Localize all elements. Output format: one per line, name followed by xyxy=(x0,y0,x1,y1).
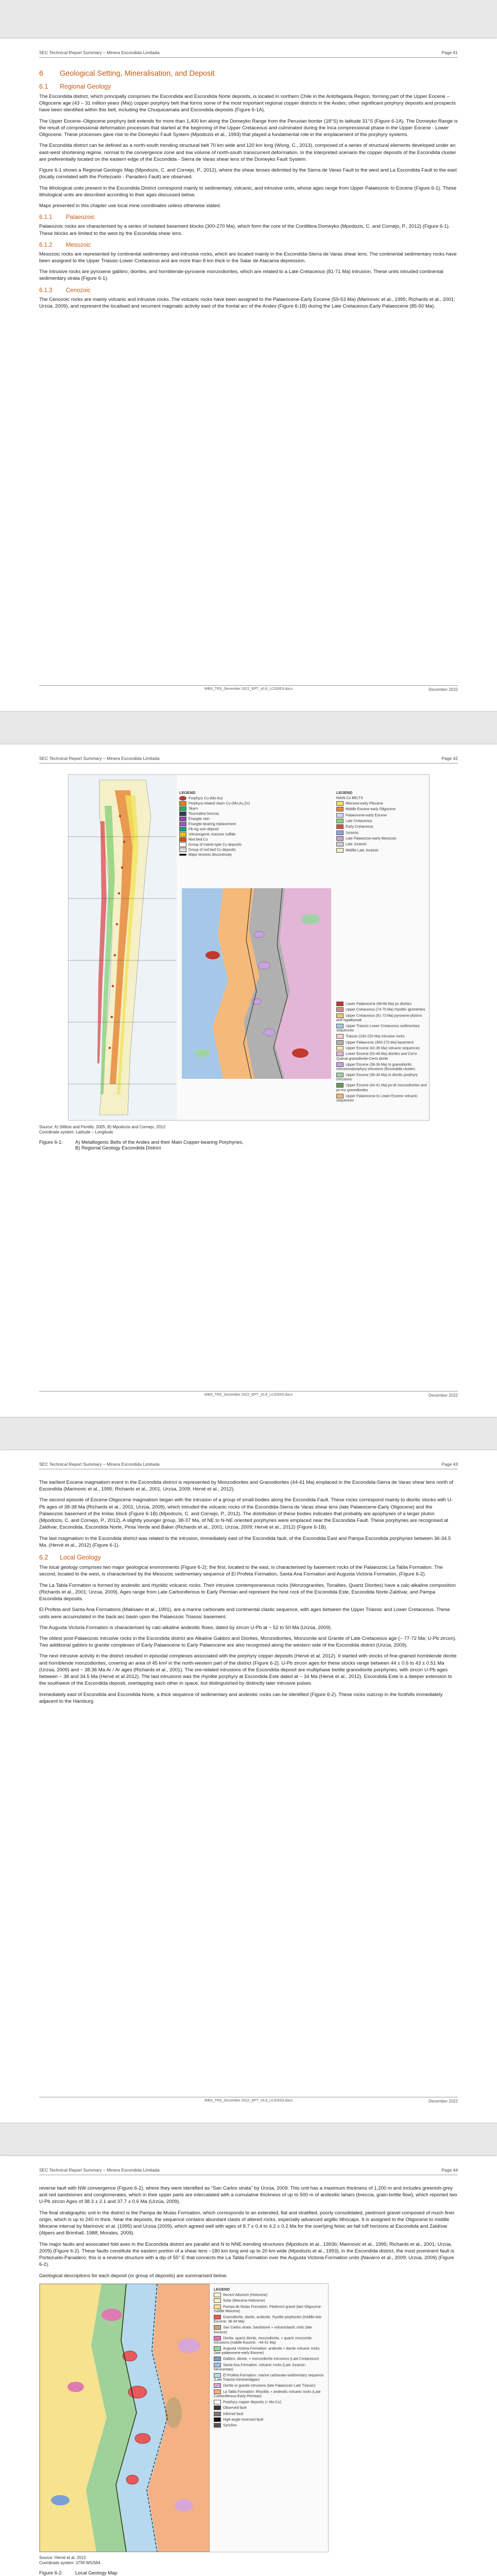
legend-swatch xyxy=(336,1007,344,1012)
legend-label: Late Cretaceous xyxy=(346,819,372,823)
legend-label: El Profeta Formation: marine carbonate-sedimentary sequence (Late Triassic-Kimmeridgian) xyxy=(214,2374,324,2382)
paragraph: The Upper Eocene–Oligocene porphyry belt extends for more than 1,400 km along the Domeyko Range from the Peruvian border (18°S) to latitude 31°S (Figure 6-1A). The Domeyko Range is the result of compressional deformation processes that started at the beginning of the Upper Cretaceous and culminated during the Inca compressional phase in the Upper Eocene - Lower Oligocene. These processes gave rise to the Domeyko Fault System (Mpodozis et al., 1993) that played a fundamental role in the emplacement of the porphyry systems. xyxy=(39,118,458,138)
page-number: Page 42 xyxy=(441,756,458,761)
page-body xyxy=(39,2185,458,2576)
header-title: SEC Technical Report Summary – Minera Escondida Limitada xyxy=(39,1462,160,1467)
legend-label: Inferred fault xyxy=(223,2412,244,2416)
page-footer xyxy=(39,2097,458,2105)
legend-swatch xyxy=(214,2423,221,2428)
report-page-43 xyxy=(0,1450,497,2123)
legend-label: Diorite, quartz diorite, monzodiorite, + quartz monzonite intrusions (middle Eocene; ~44-41 Ma) xyxy=(214,2336,312,2345)
legend-item: Enargite-bearing replacement xyxy=(179,822,262,827)
header-title: SEC Technical Report Summary – Minera Escondida Limitada xyxy=(39,50,160,55)
section-heading-6: 6 Geological Setting, Mineralisation, and Deposit xyxy=(39,70,215,78)
page-number: Page 43 xyxy=(441,1462,458,1467)
legend-item xyxy=(336,848,426,853)
paragraph: Geological descriptions for each deposit (or group of deposits) are summarised below. xyxy=(39,2273,228,2279)
page-number: Page 41 xyxy=(441,50,458,55)
paragraph: The Escondida district can be defined as a north-south trending structural belt 70 km wide and 120 km long (Wong, C., 2013), composed of a series of structural elements developed under an east-west shortening regime, normal to the convergence zone and low volume of north-south transcurrent deformation. In the interpreted scenario the copper deposits of the Escondida cluster are preferentially located on the eastern edge of the Escondida - Sierra de Varas shear lens of the Domeyko Fault System. xyxy=(39,143,456,162)
legend-swatch xyxy=(214,2293,221,2297)
figure-source: Source: Hervé et al, 2012 xyxy=(39,2555,86,2560)
legend-swatch xyxy=(336,819,344,823)
legend-label: Upper Eocene (38-36 Ma) to granodioritic intrusions/porphyry intrusions (Escondida cluster) xyxy=(336,1063,415,1072)
legend-item xyxy=(336,831,426,835)
legend-subtitle: MAIN Cu BELTS xyxy=(336,796,363,800)
paragraph: Figure 6-1 shows a Regional Geologic Map (Mpodozis, C. and Cornejo, P., 2012), where the shear lenses delimited by the Sierra de Varas Fault to the west and La Escondida Fault to the east (locally correlated with the Portezuelo - Panadero Fault) are observed. xyxy=(39,167,457,180)
legend-label: La Tabla Formation: Rhyolitic + andesitic volcanic rocks (Late Carboniferous-Early Permian) xyxy=(214,2389,321,2398)
legend-swatch xyxy=(214,2373,221,2378)
legend-item xyxy=(336,1024,428,1033)
legend-label: Upper Cretaceous (81-73 Ma) pyroxene-plutons and hypabyssal xyxy=(336,1014,422,1023)
paragraph: The La Tabla Formation is formed by andesitic and rhyolitic volcanic rocks. Their intrusive contemporaneous rocks (Monzogranites, Tonalites, Quartz Diorites) have a calc-alkaline composition (Richards et al., 2001; Urzúa, 2009). Ages range from Late Carboniferous to Early Permian and represent the host rock of the Escondida Este, Escondida Norte-Zaldívar, and Pampa Escondida deposits. xyxy=(39,1582,456,1602)
legend-label: Upper Palaeozoic (300-270 Ma) basement xyxy=(346,1041,414,1045)
footer-filename: WBS_TRS_December 2022_EPT_v0.8_LC/03/03.docx xyxy=(204,2099,293,2103)
legend-label: Jurassic xyxy=(346,831,359,835)
legend-item xyxy=(336,836,426,841)
legend-swatch xyxy=(336,848,344,853)
legend-label: Upper Eocene (36-34 Ma) to dioritic porphyry intrusions xyxy=(336,1073,418,1082)
legend-item xyxy=(214,2383,325,2388)
legend-label: Upper Cretaceous (74-70 Ma) rhyolitic ignimbrites xyxy=(346,1008,425,1012)
legend-swatch xyxy=(336,831,344,835)
legend-item: Group of manto-type Cu deposits xyxy=(179,842,262,848)
legend-item xyxy=(336,801,426,806)
page-header xyxy=(39,2167,458,2175)
footer-date: December 2022 xyxy=(429,2099,458,2104)
legend-item xyxy=(214,2346,325,2355)
legend-swatch xyxy=(336,1034,344,1039)
legend-label: Late Jurassic xyxy=(346,842,367,846)
legend-item xyxy=(336,1073,428,1082)
legend-lithology xyxy=(336,1002,428,1104)
paragraph: El Profeta and Santa Ana Formations (Maksaev et al., 1991), are a marine carbonate and continental clastic sequence, with ages between the Upper Triassic and Lower Cretaceous. These units were accumulated in the back-arc basin upon the Palaeozoic Triassic basement. xyxy=(39,1607,450,1620)
legend-item xyxy=(214,2412,325,2416)
figure-caption: Figure 6-1: A) Metallogenic Belts of the Andes and their Main Copper-bearing Porphyries, B) Regional Geology Escondida District xyxy=(39,1139,244,1151)
legend-item xyxy=(214,2363,325,2372)
legend-swatch xyxy=(336,807,344,811)
paragraph: The major faults and associated fold axes in the Escondida district are parallel and N to NNE-trending structures (Mpodozis et al., 1993b; Marinovic et al., 1995; Richards et al., 2001; Urzúa, 2009) (Figure 6-2). These faults constitute the eastern portion of a shear lens ~180 km long and up to 20 km wide (Mpodozis et al., 1993), in the Escondida district, the most prominent fault is Portezuelo-Panadero, this is a reverse structure with a dip of 55° E that connects the La Tabla Formation over the Augusta Victoria Formation units (Navarro et al., 2009; Urzúa, 2009) (Figure 6-2). xyxy=(39,2241,454,2268)
legend-label: Palaeocene-early Eocene xyxy=(346,814,387,818)
legend-label: Middle Eocene-early Oligocene xyxy=(346,807,396,811)
legend-item xyxy=(336,1002,428,1006)
figure-caption: Figure 6-2: Local Geology Map xyxy=(39,2570,117,2576)
legend-label: Granodiorite, dacite, andesite, rhyolite porphyries (middle-late Eocene; 38-34 Ma) xyxy=(214,2315,322,2324)
legend-swatch xyxy=(214,2357,221,2361)
legend-label: Solar (Miocene-Holocene) xyxy=(223,2299,265,2303)
legend-item xyxy=(336,1040,428,1045)
paragraph: The final stratigraphic unit in the district is the Pampa de Mulas Formation, which corresponds to an extended, flat and stratified, poorly consolidated, piedmont gravel composed of much finer origin, which is up to 240 m thick. Near the deposits, the sequence contains abundant clasts of altered rocks, especially advanced argillic lithocaps. It is assigned to the Oligocene to middle Miocene interval by Marinovic et al. (1995) and Urzúa (2009), which agreed well with ages of 8.7 ± 0.4 to 4.2 ± 0.2 Ma for the overlying felsic air-fall tuff horizons at Escondida and Zaldívar (Alpers and Brimhall, 1988; Morales, 2009). xyxy=(39,2210,455,2236)
legend-label: Lower Palaeocene (68-66 Ma) pv diorites xyxy=(346,1002,412,1006)
legend-item: Volcanogenic massive sulfide xyxy=(179,832,262,837)
legend-label: Recent Alluvium (Holocene) xyxy=(223,2293,268,2297)
legend-item xyxy=(214,2293,325,2297)
legend-swatch xyxy=(336,1046,344,1050)
legend-item xyxy=(336,807,426,811)
legend-item: Tourmaline breccia xyxy=(179,811,262,817)
legend-local-geology xyxy=(214,2287,325,2429)
legend-item xyxy=(214,2389,325,2399)
paragraph: The Augusta Victoria Formation is characterised by calc-alkaline andesitic flows, dated by zircon U-Pb at ~ 52 to 50 Ma (Urzúa, 2009). xyxy=(39,1624,332,1631)
paragraph: Palaeozoic rocks are characterised by a series of isolated basement blocks (300-270 Ma), which form the core of the Cordillera Domeyko (Mpodozis, C. and Cornejo, P., 2012) (Figure 6-1). These blocks are limited to the west by the Escondida shear lens. xyxy=(39,224,450,236)
legend-title: LEGEND xyxy=(214,2286,230,2292)
legend-item: Enargite vein xyxy=(179,817,262,822)
paragraph: The oldest post-Palaeozoic intrusive rocks in the Escondida district are Alkaline Gabbro and Diorites, Monzodiorites, Monzonite and Granite of Late Cretaceous age (~ 77-72 Ma; U-Pb zircon). Two additional gabbro to granite complexes of Early Palaeocene to Early Palaeocene are also recognised along the western side of the Escondida district (Urzúa, 2009). xyxy=(39,1635,457,1649)
legend-item: Major tectonic discontinuity xyxy=(179,853,262,858)
legend-swatch xyxy=(214,2412,221,2416)
legend-item xyxy=(214,2315,325,2324)
legend-item xyxy=(336,813,426,818)
paragraph: The last magmatism in the Escondida district was related to the intrusion, immediately east of the Escondida fault, of the Escondida East and Pampa Escondida porphyries between 36-34.5 Ma. (Hervé et al., 2012) (Figure 6-1). xyxy=(39,1535,451,1548)
paragraph: The lithological units present in the Escondida District correspond mainly to sedimentary, volcanic, and intrusive units, whose ages range from Upper Palaeozoic to Eocene (Figure 6-1). These lithological units are described according to their ages discussed below. xyxy=(39,185,457,198)
legend-label: Upper Triassic-Lower Cretaceous sedimentary sequences xyxy=(336,1024,420,1033)
legend-swatch xyxy=(336,813,344,818)
legend-swatch xyxy=(214,2383,221,2388)
report-page-44 xyxy=(0,2156,497,2576)
figure-6-1 xyxy=(68,774,430,1121)
paragraph: The second episode of Eocene-Oligocene magmatism began with the intrusion of a group of small bodies along the Escondida Fault. These rocks correspond mainly to dioritic stocks with U-Pb ages of 38-38 Ma (Richards et al., 2001; Urzúa, 2009), which intruded the volcanic rocks of the Escondida-Sierra de Varas shear lens (late Palaeocene-Early Oligocene) and the Palaeozoic basement of the Imilac block (Figure 6-1B) (Mpodozis, C. and Cornejo, P., 2012). The distribution of these bodies indicates that probably are apophyses of a larger pluton (Mpodozis, C. and Cornejo, P., 2012). A slightly younger group, 38-37 Ma, of NE to N-NE oriented porphyries were emplaced near the Escondida Fault. These porphyries are recognised at Zaldívar, Escondida, Escondida Norte, Pinta Verde and Baker (Richards et al., 2001; Urzúa, 2009; Hervé et al., 2012) (Figure 6-1B). xyxy=(39,1497,453,1531)
legend-deposit-types xyxy=(179,790,262,858)
legend-item xyxy=(336,1007,428,1012)
legend-label: Miocene-early Pliocene xyxy=(346,802,383,806)
section-heading-6-2: 6.2 Local Geology xyxy=(39,1554,101,1562)
legend-item xyxy=(336,824,426,829)
legend-item xyxy=(214,2423,325,2428)
legend-item xyxy=(336,1062,428,1072)
legend-swatch xyxy=(214,2346,221,2351)
page-number: Page 44 xyxy=(441,2167,458,2173)
page-body xyxy=(39,67,458,314)
paragraph: reverse fault with NW convergence (Figure 6-2), where they were identified as "San Carlos strata" by Urzúa, 2009. This unit has a maximum thickness of 1,200 m and includes greenish-grey and red sandstones and conglomerates, which in their upper parts are intercalated with a cumulative thickness of up to 500 m of andesitic lahars (breccia, grain-brittle flow), which reported two U-Pb zircon Ages of 38.3 ± 2.1 and 37.7 ± 0.6 Ma (Urzúa, 2009). xyxy=(39,2185,457,2205)
footer-filename: WBS_TRS_December 2022_EPT_v0.8_LC/03/03.docx xyxy=(204,687,293,691)
paragraph: The Escondida district, which principally comprises the Escondida and Escondida Norte deposits, is located in northern Chile in the Antofagasta Region, forming part of the Upper Eocene – Oligocene age (43 – 31 million years (Ma)) copper porphyry belt that forms some of the most important regional copper districts in the Andes; other significant porphyry deposits and prospects have been identified within this belt, including the Chuquicamata and Escondida deposits (Figure 6-1A). xyxy=(39,94,456,113)
legend-swatch xyxy=(214,2405,221,2410)
legend-swatch xyxy=(214,2304,221,2309)
legend-swatch xyxy=(214,2336,221,2341)
legend-item: Red bed Cu xyxy=(179,837,262,842)
legend-title: LEGEND xyxy=(179,790,196,795)
legend-swatch xyxy=(214,2417,221,2422)
legend-item xyxy=(336,842,426,846)
legend-label: High-angle reversed fault xyxy=(223,2418,264,2422)
footer-date: December 2022 xyxy=(429,687,458,692)
footer-filename: WBS_TRS_December 2022_EPT_v0.8_LC/03/03.docx xyxy=(204,1393,293,1397)
legend-label: Late Palaeozoic-early Mesozoic xyxy=(346,837,397,841)
legend-swatch xyxy=(336,1083,344,1088)
legend-swatch xyxy=(336,801,344,806)
report-page-41 xyxy=(0,39,497,711)
paragraph: Immediately east of Escondida and Escondida Norte, a thick sequence of sedimentary and andesitic rocks can be identified (Figure 6-2). These rocks outcrop in the foothills immediately adjacent to the Hamburg xyxy=(39,1691,443,1704)
paragraph: The Cenozoic rocks are mainly volcanic and intrusive rocks. The volcanic rocks have been assigned to the Palaeocene-Early Eocene (59-53 Ma) (Marinovic et al., 1995; Richards et al., 2001; Urzúa, 2009), and represent the localised and recurrent magmatic activity east of the frontal arc of the Andes (Figure 6-1B) during the Late Cretaceous-Early Palaeocene (85-50 Ma). xyxy=(39,296,455,309)
legend-label: Middle-Late Jurassic xyxy=(346,849,379,853)
legend-label: Upper Palaeocene to Lower Eocene volcanic sequences xyxy=(336,1094,418,1103)
legend-swatch xyxy=(214,2315,221,2319)
legend-item xyxy=(336,1083,428,1092)
header-title: SEC Technical Report Summary – Minera Escondida Limitada xyxy=(39,2167,160,2173)
page-body xyxy=(39,1479,458,1709)
legend-label: Gabbro, diorite, + monzodiorite intrusions (Late Cretaceous) xyxy=(223,2357,319,2361)
legend-item xyxy=(214,2417,325,2422)
figure-coordinate-system: Coordinate system: UTM WGS84 xyxy=(39,2561,100,2566)
legend-item: Porphyry Cu-(Mo-Au) xyxy=(179,796,262,801)
section-heading-6-1-3: 6.1.3 Cenozoic xyxy=(39,287,91,294)
legend-label: Triassic (240-220 Ma) intrusive rocks xyxy=(346,1035,405,1039)
footer-date: December 2022 xyxy=(429,1393,458,1398)
legend-label: Upper Eocene (44-41 Ma) pv-dt monzodiorites and pv-mz granodiorites xyxy=(336,1083,427,1092)
legend-item xyxy=(214,2304,325,2314)
legend-label: Augusta Victoria Formation: andesite + dacite volcanic rocks (late palaeocene-early Eocene) xyxy=(214,2347,320,2355)
paragraph: Maps presented in this chapter use local mine coordinates unless otherwise stated. xyxy=(39,203,221,209)
legend-item xyxy=(336,1013,428,1023)
paragraph: The local geology comprises two major geological environments (Figure 6-2); the first, located to the east, is characterised by basement rocks of the Palaeozoic La Tabla Formation. The second, located to the west, is characterised by the Mesozoic sedimentary sequence of El Profeta Formation, Santa Ana Formation and Augusta Victoria Formation, (Figure 6-2). xyxy=(39,1565,443,1578)
legend-swatch xyxy=(214,2298,221,2303)
paragraph: Mesozoic rocks are represented by continental sedimentary and intrusive rocks, which are located mainly in the Escondida-Sierra de Varas shear lens. The continental sedimentary rocks have been assigned to the Upper Triassic-Lower Cretaceous and are more than 8 km thick in the Salar de Atacama depression. xyxy=(39,251,457,264)
paragraph: The next intrusive activity in the district resulted in episodal complexes associated with the porphyry copper deposits (Hervé et al. 2012). It started with stocks of fine-grained hornblende diorite and hornblende monzodiorites, covering an area of 45 km² in the north-western part of the district (Figure 6-2). U-Pb zircon ages for these stocks range between 44 ± 0.6 to 43 ± 0.51 Ma (Urzúa, 2009) and ~ 38.36 Ma Ar / Ar ages (Richards et al., 2001). The ore-related intrusions of the Escondida deposit are multiphase biotite granodiorite porphyries, with zircon U-Pb ages between ~ 38 and 34.5 Ma (Hervé et al 2012). The last intrusions was the rhyolite porphyry at Escondida Este dated at ~ 34 Ma (Hervé et al., 2012). Escondida Este is a deeper extension to the southwest of the Escondida deposit, overlapping each other in space, but distinguished by distinctly later intrusive pulses. xyxy=(39,1653,457,1687)
legend-item xyxy=(214,2400,325,2404)
header-title: SEC Technical Report Summary – Minera Escondida Limitada xyxy=(39,756,160,761)
legend-title: LEGEND xyxy=(336,790,353,795)
legend-swatch xyxy=(336,1024,344,1028)
legend-item: Skarn xyxy=(179,806,262,811)
legend-label: Diorite or granite intrusions (late Palaeozoic-Late Triassic) xyxy=(223,2384,316,2388)
paragraph: The earliest Eocene magmatism event in the Escondida district is represented by Monzodiorites and Granodiorites (44-41 Ma) emplaced in the Escondida-Sierra de Varas shear lens north of Escondida (Marinovic et al., 1995; Richards et al., 2001; Urzúa, 2009; Hervé et al., 2012). xyxy=(39,1480,453,1493)
legend-swatch xyxy=(214,2389,221,2394)
page-header xyxy=(39,50,458,58)
legend-item xyxy=(336,1052,428,1061)
escondida-regional-geology-map xyxy=(182,888,331,1079)
legend-item xyxy=(214,2373,325,2382)
legend-item: Group of red bed Cu deposits xyxy=(179,848,262,853)
page-header xyxy=(39,1462,458,1469)
legend-label: Upper Eocene (42-36 Ma) volcanic sequences xyxy=(346,1046,420,1050)
legend-item xyxy=(336,1094,428,1103)
legend-swatch xyxy=(214,2400,221,2404)
legend-swatch xyxy=(336,1002,344,1006)
legend-main-belts xyxy=(336,790,426,854)
page-header xyxy=(39,756,458,764)
local-geology-map xyxy=(40,2284,210,2552)
legend-item xyxy=(214,2336,325,2345)
legend-item xyxy=(214,2357,325,2361)
legend-label: Pampa de Mulas Formation: Piedmont gravel (late Oligocene-middle Miocene) xyxy=(214,2304,322,2313)
legend-swatch xyxy=(336,842,344,846)
legend-swatch xyxy=(336,1062,344,1067)
legend-swatch xyxy=(336,1073,344,1077)
legend-item: Porphyry-related skarn Cu-(Mo,Au,Zn) xyxy=(179,801,262,806)
legend-label: Porphyry copper deposits (+ Mo-Cu) xyxy=(223,2400,282,2404)
legend-item xyxy=(214,2405,325,2410)
report-page-42 xyxy=(0,744,497,1417)
legend-swatch xyxy=(336,1013,344,1018)
legend-label: Early Cretaceous xyxy=(346,825,373,829)
figure-6-2 xyxy=(39,2283,329,2552)
section-heading-6-1: 6.1 Regional Geology xyxy=(39,83,111,90)
legend-swatch xyxy=(336,1052,344,1056)
legend-swatch xyxy=(336,824,344,829)
legend-item xyxy=(336,819,426,823)
legend-label: Observed fault xyxy=(223,2406,247,2410)
legend-label: Lower Eocene (53-48 Ma) diorites and Cerro Quimal granodiorite-Cerro dorite xyxy=(336,1052,417,1061)
legend-swatch xyxy=(214,2363,221,2367)
legend-swatch xyxy=(336,836,344,841)
section-heading-6-1-1: 6.1.1 Palaeozoic xyxy=(39,214,95,221)
page-footer xyxy=(39,1391,458,1399)
page-footer xyxy=(39,685,458,693)
figure-coordinate-system: Coordinate system: Latitude – Longitude xyxy=(39,1130,113,1135)
legend-swatch xyxy=(336,1094,344,1098)
legend-swatch xyxy=(214,2325,221,2330)
legend-label: Santa Ana Formation: volcanic rocks (Late Jurassic-Neocomian) xyxy=(214,2363,306,2371)
legend-label: Syncline xyxy=(223,2424,237,2428)
figure-source: Source: A) Sillitoe and Perelló, 2005, B) Mpodozis and Cornejo, 2012 xyxy=(39,1125,166,1129)
section-heading-6-1-2: 6.1.2 Mesozoic xyxy=(39,242,91,248)
legend-swatch xyxy=(336,1040,344,1045)
paragraph: The intrusive rocks are pyroxene gabbro, diorites, and hornblende-pyroxene monzodiorites, which are related to a Late Cretaceous (81-71 Ma) intrusion. These units intruded continental sedimentary strata (Figure 6-1). xyxy=(39,269,443,282)
legend-item: Pb-Ag vein deposit xyxy=(179,827,262,832)
legend-label: San Carlos strata: Sandstone + volcaniclastic units (late Eocene) xyxy=(214,2326,312,2334)
legend-item xyxy=(336,1034,428,1039)
legend-item xyxy=(214,2325,325,2334)
metallogenic-belts-map xyxy=(68,775,177,1120)
legend-item xyxy=(336,1046,428,1050)
legend-item xyxy=(214,2298,325,2303)
